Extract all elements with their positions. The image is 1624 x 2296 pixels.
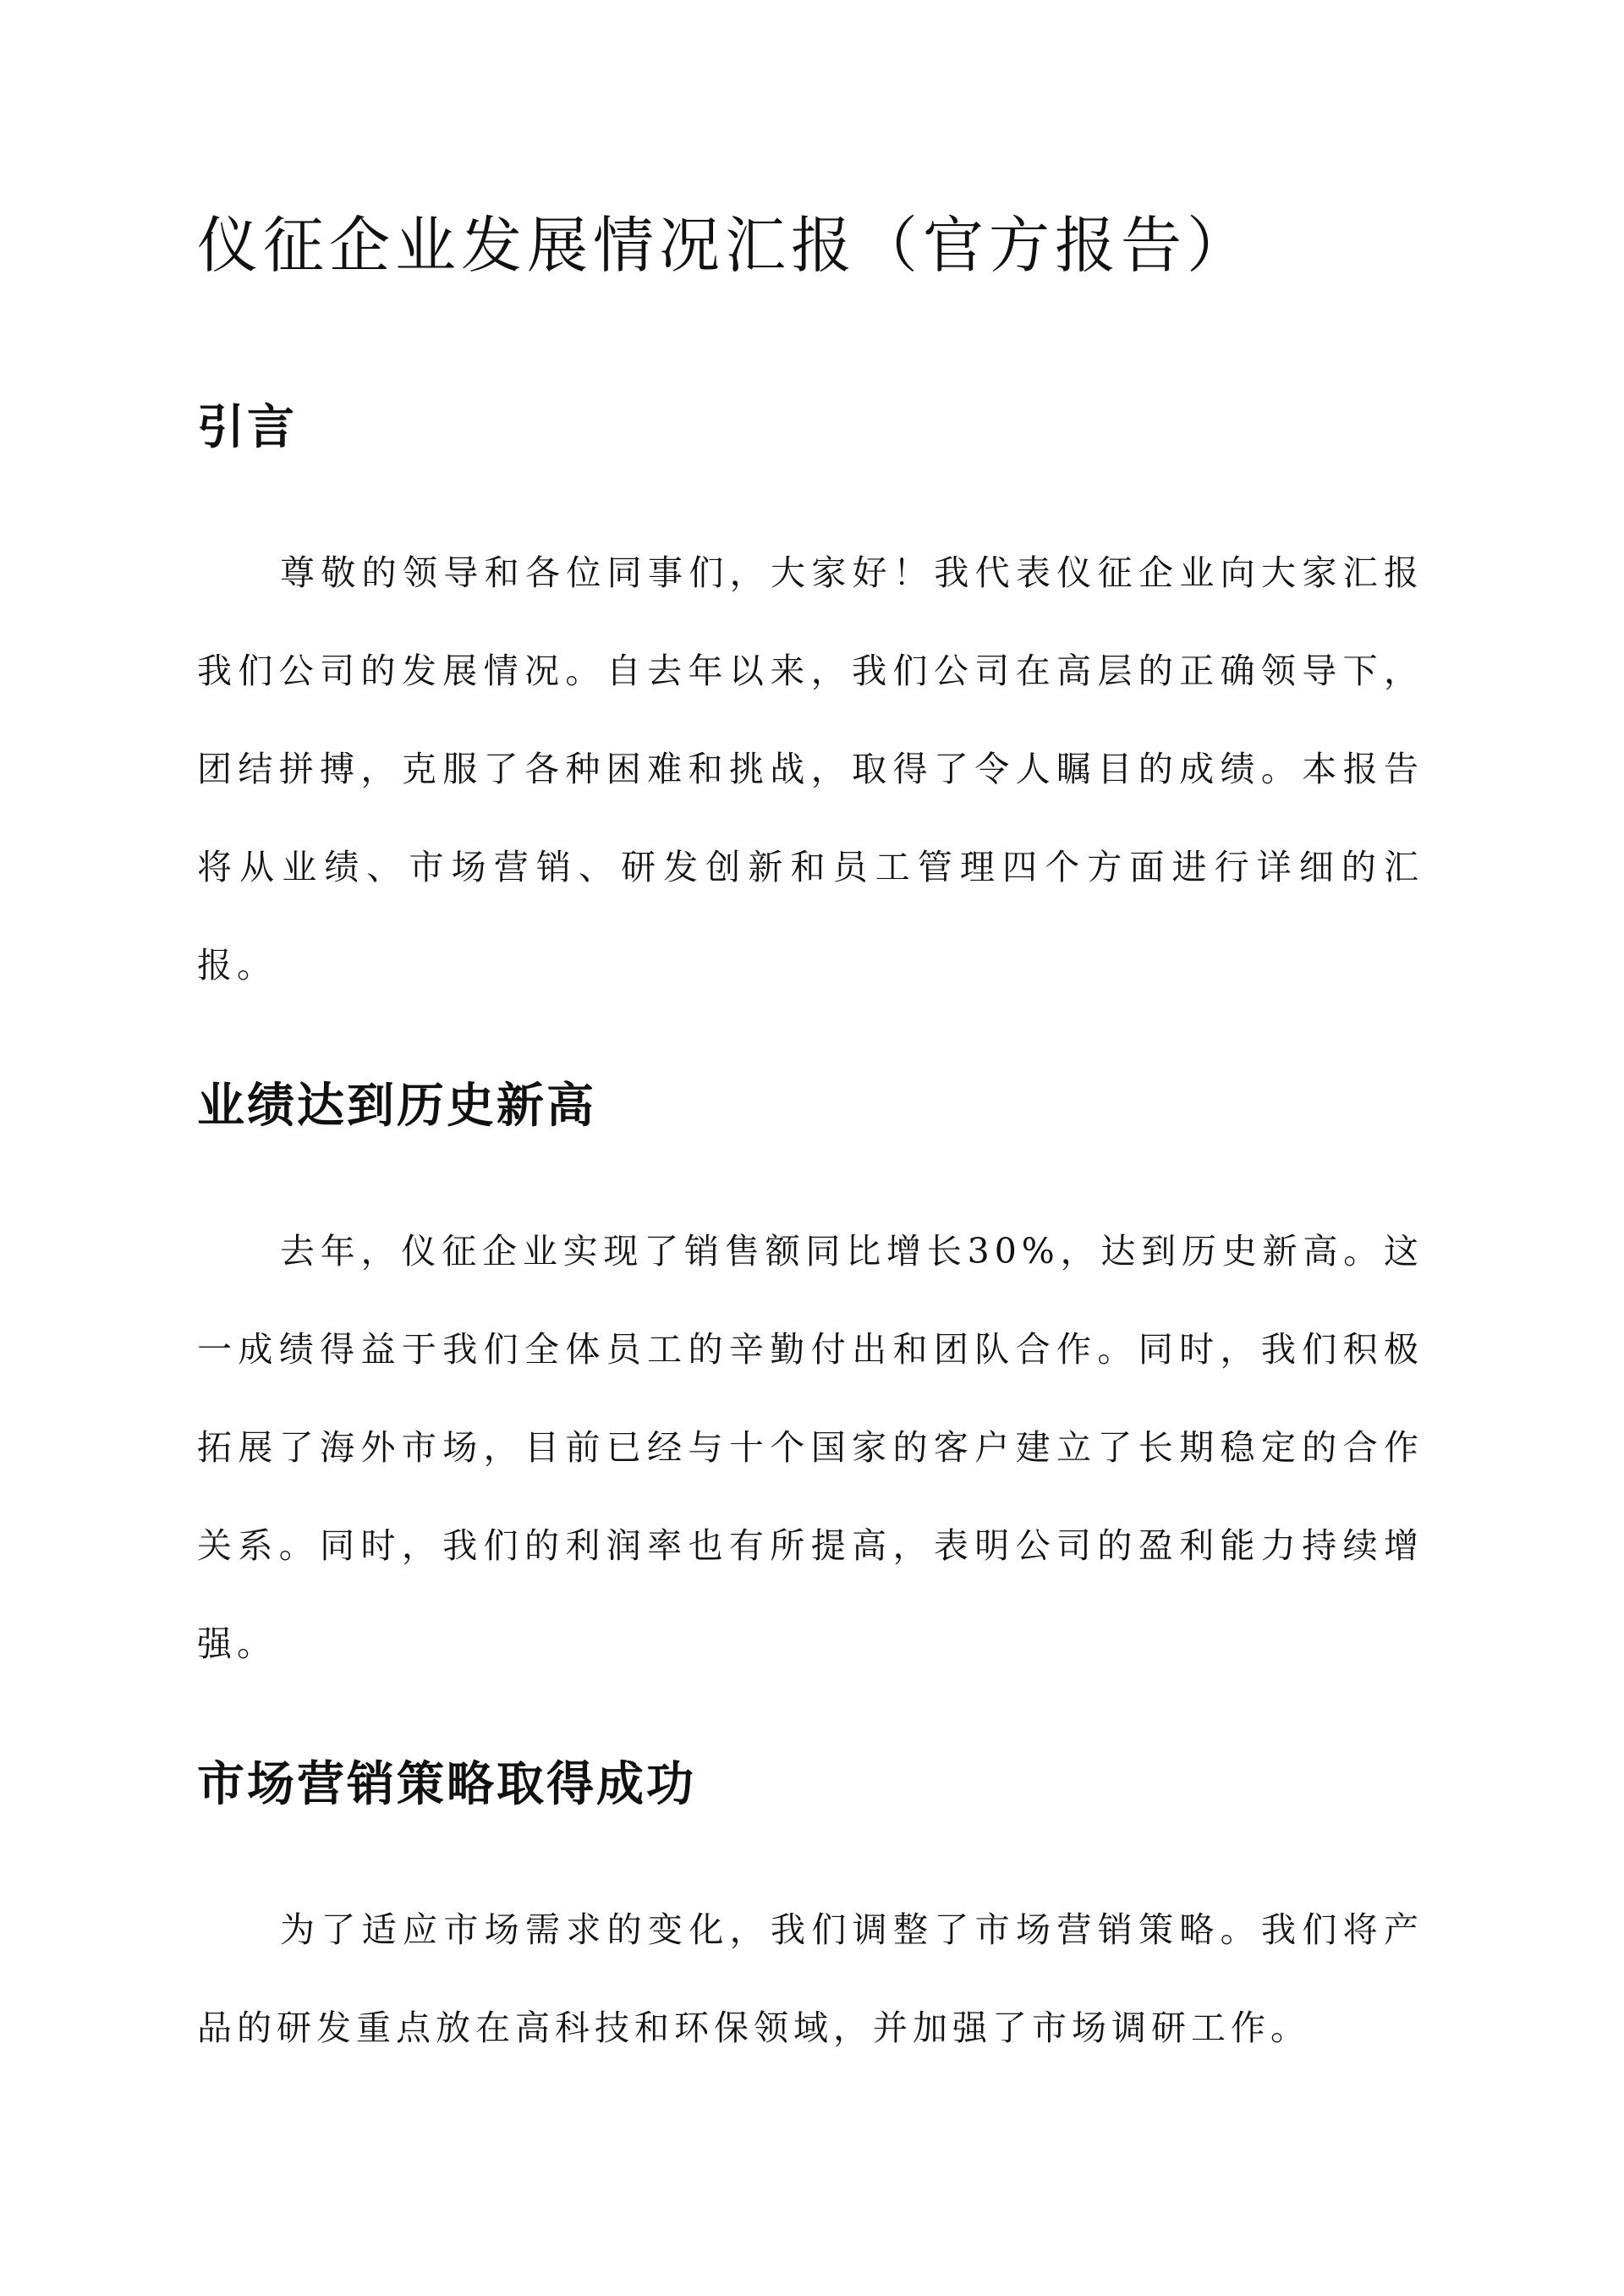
section-paragraph-introduction: 尊敬的领导和各位同事们，大家好！我代表仪征企业向大家汇报我们公司的发展情况。自去年以来，我们公司在高层的正确领导下，团结拼搏，克服了各种困难和挑战，取得了令人瞩目的成绩。本报告将从业绩、市场营销、研发创新和员工管理四个方面进行详细的汇报。: [197, 552, 1424, 986]
section-paragraph-performance: 去年，仪征企业实现了销售额同比增长30%，达到历史新高。这一成绩得益于我们全体员工的辛勤付出和团队合作。同时，我们积极拓展了海外市场，目前已经与十个国家的客户建立了长期稳定的合作关系。同时，我们的利润率也有所提高，表明公司的盈利能力持续增强。: [197, 1231, 1424, 1664]
section-heading-marketing: 市场营销策略取得成功: [197, 1756, 696, 1812]
section-paragraph-marketing: 为了适应市场需求的变化，我们调整了市场营销策略。我们将产品的研发重点放在高科技和环保领域，并加强了市场调研工作。: [197, 1909, 1424, 2048]
section-heading-performance: 业绩达到历史新高: [197, 1078, 596, 1134]
document-title: 仪征企业发展情况汇报（官方报告）: [197, 210, 1254, 281]
section-heading-introduction: 引言: [197, 399, 297, 455]
